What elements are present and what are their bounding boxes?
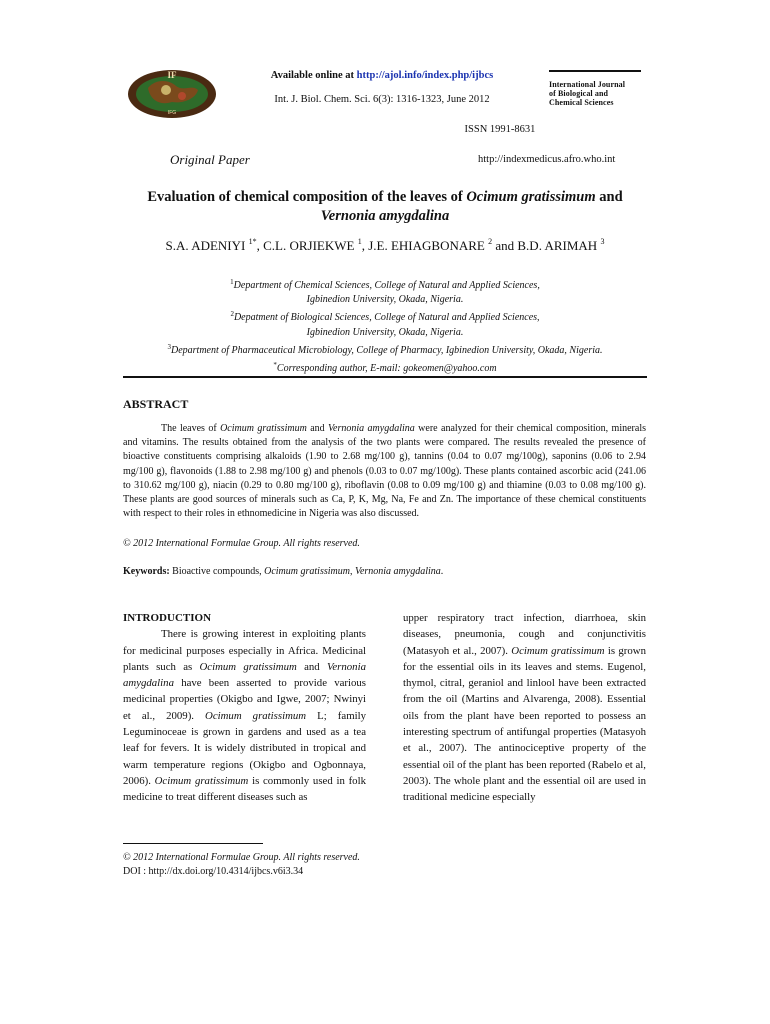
- affil-2-line-1: Depatment of Biological Sciences, College of Natural and Applied Sciences,: [233, 312, 540, 324]
- intro-species: Vernonia amygdalina: [123, 660, 366, 690]
- journal-logo-line: of Biological and: [549, 89, 609, 98]
- title-species-2: Vernonia amygdalina: [320, 208, 450, 224]
- journal-logo-line: Chemical Sciences: [549, 98, 614, 107]
- keywords: [123, 566, 443, 577]
- author-sup: 1: [357, 237, 362, 246]
- citation-line: Int. J. Biol. Chem. Sci. 6(3): 1316-1323, June 2012: [274, 94, 490, 105]
- footer-doi: DOI : http://dx.doi.org/10.4314/ijbcs.v6i3.34: [123, 866, 304, 877]
- journal-logo-line: International Journal: [549, 80, 626, 89]
- title-mid: and: [595, 189, 623, 205]
- keyword-species: Ocimum gratissimum: [264, 566, 350, 577]
- abstract-text: The leaves of: [161, 423, 221, 434]
- affil-sup: *: [273, 361, 277, 370]
- available-online-line: [232, 70, 532, 81]
- intro-species: Ocimum gratissimum: [199, 660, 297, 673]
- abstract-heading: ABSTRACT: [123, 397, 189, 411]
- footnote-divider: [123, 843, 263, 844]
- abstract-body: [123, 422, 646, 521]
- paper-title: [110, 188, 660, 226]
- author-name: , J.E. EHIAGBONARE: [361, 238, 489, 253]
- title-prefix: Evaluation of chemical composition of the leaves of: [147, 189, 467, 205]
- affil-sup: 1: [230, 278, 234, 286]
- affil-1-line-1: Department of Chemical Sciences, College of Natural and Applied Sciences,: [233, 280, 540, 291]
- available-prefix: Available online at: [270, 70, 357, 81]
- abstract-copyright: © 2012 International Formulae Group. All rights reserved.: [123, 538, 360, 549]
- issn: ISSN 1991-8631: [464, 124, 536, 135]
- intro-left-column: [123, 610, 366, 806]
- index-url-link[interactable]: http://indexmedicus.afro.who.int: [478, 154, 616, 165]
- affil-1-line-2: Igbinedion University, Okada, Nigeria.: [306, 294, 464, 306]
- intro-text: upper respiratory tract infection, diarrhoea, skin diseases, pneumonia, cough and conjunctivitis (Matasyoh et al., 2007).: [403, 612, 646, 657]
- intro-species: Ocimum gratissimum: [205, 709, 307, 722]
- abstract-text: were analyzed for their chemical composition, minerals and vitamins. The results obtained from the analysis of the two plants were compared. The results revealed the presence of bioactive constituents comprising alkaloids (1.90 to 2.68 mg/100 g), tannins (0.04 to 0.07 mg/100g), saponins (0.06 to 2.94 mg/100 g), flavonoids (1.88 to 2.98 mg/100 g) and phenols (0.03 to 0.07 mg/100g). These plants contained ascorbic acid (241.06 to 310.62 mg/100 g), niacin (0.29 to 0.80 mg/100 g), riboflavin (0.08 to 0.09 mg/100 g) and thiamine (0.03 to 0.08 mg/100 g). These plants are good sources of minerals such as Ca, P, K, Mg, Na, Fe and Zn. The importance of these chemical constituents with respect to their roles in ethnomedicine in Nigeria was also discussed.: [123, 423, 646, 520]
- intro-text: and: [296, 660, 327, 673]
- keyword-species: Vernonia amygdalina: [354, 566, 441, 577]
- affil-2-line-2: Igbinedion University, Okada, Nigeria.: [306, 326, 464, 338]
- affil-3-line-1: Department of Pharmaceutical Microbiology, College of Pharmacy, Igbinedion University, Okada, Nigeria.: [170, 344, 603, 356]
- keyword-text: ,: [349, 566, 355, 577]
- affil-sup: 3: [167, 342, 171, 351]
- keywords-label: Keywords:: [123, 566, 170, 577]
- journal-url-link[interactable]: http://ajol.info/index.php/ijbcs: [356, 70, 494, 81]
- author-list: [110, 237, 660, 254]
- abstract-species: Ocimum gratissimum: [220, 423, 307, 434]
- author-sup: 2: [488, 237, 493, 246]
- intro-text: L; family Leguminoceae is grown in gardens and used as a tea leaf for fevers. It is widely distributed in tropical and warm temperature regions (Okigbo and Ogbonnaya, 2006).: [123, 709, 366, 787]
- intro-paragraph: [123, 626, 366, 805]
- intro-text: have been asserted to provide various medicinal properties (Okigbo and Igwe, 2007; Nwinyi et al., 2009).: [123, 677, 366, 722]
- ijbcs-logo: [126, 68, 218, 120]
- abstract-species: Vernonia amygdalina: [328, 423, 415, 434]
- section-divider: [123, 376, 647, 378]
- affiliations: [100, 275, 670, 376]
- journal-logo: [549, 70, 641, 126]
- keyword-text: Bioactive compounds,: [169, 566, 265, 577]
- author-name: S.A. ADENIYI: [165, 238, 249, 253]
- affil-sup: 2: [230, 310, 234, 319]
- svg-text:IFG: IFG: [167, 110, 177, 116]
- svg-text:IF: IF: [167, 70, 177, 80]
- abstract-text: and: [306, 423, 329, 434]
- title-species-1: Ocimum gratissimum: [466, 189, 596, 205]
- intro-text: There is growing interest in exploiting plants for medicinal purposes especially in Africa. Medicinal plants such as: [123, 628, 366, 673]
- footer-copyright: © 2012 International Formulae Group. All rights reserved.: [123, 852, 360, 863]
- author-name: , C.L. ORJIEKWE: [256, 238, 358, 253]
- paper-type: Original Paper: [170, 152, 250, 167]
- author-sup: 3: [600, 237, 605, 246]
- corresponding-author: Corresponding author, E-mail: gokeomen@yahoo.com: [276, 363, 497, 375]
- introduction-heading: INTRODUCTION: [123, 612, 212, 624]
- author-sup: 1*: [248, 237, 257, 246]
- intro-text: is grown for the essential oils in its leaves and stems. Eugenol, thymol, citral, geraniol and linlool have been extracted from the oil (Martins and Alvarenga, 2008). Essential oils from the plant have been reported to possess an interesting spectrum of antifungal properties (Matasyoh et al., 2007). The antinociceptive property of the essential oil of the plant has been reported (Rabelo et al, 2003). The whole plant and the essential oil are used in traditional medicine especially: [403, 644, 646, 804]
- author-name: and B.D. ARIMAH: [492, 238, 601, 253]
- intro-species: Ocimum gratissimum: [154, 774, 249, 787]
- keyword-text: .: [440, 566, 444, 577]
- intro-text: is commonly used in folk medicine to treat different diseases such as: [123, 774, 366, 804]
- intro-right-column: [403, 610, 646, 806]
- intro-species: Ocimum gratissimum: [511, 644, 605, 657]
